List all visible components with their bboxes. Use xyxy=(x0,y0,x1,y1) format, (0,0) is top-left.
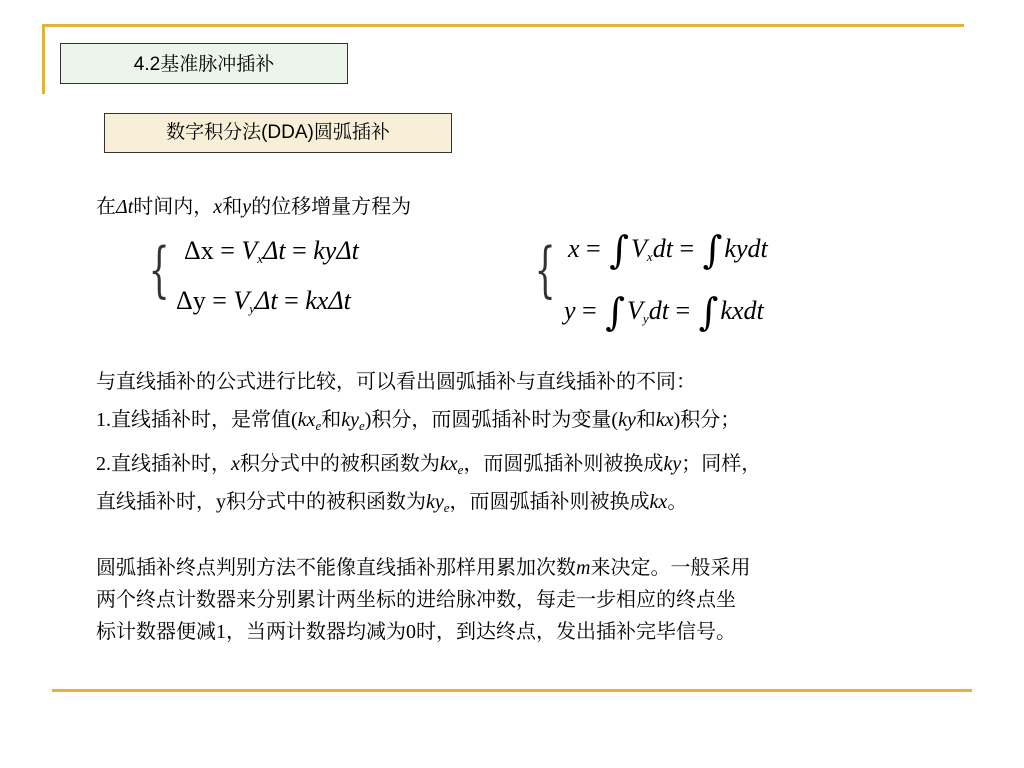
slide-title-text: 4.2基准脉冲插补 xyxy=(133,54,275,75)
intro-text-2: 时间内， xyxy=(133,196,214,218)
conclusion-line-1: 圆弧插补终点判别方法不能像直线插补那样用累加次数m来决定。一般采用 xyxy=(96,557,751,579)
integral-icon: ∫ xyxy=(605,290,626,334)
equation-right-2: $y = \int V_ydt$ = ∫kxdt xyxy=(564,290,764,334)
conclusion-block xyxy=(96,552,946,648)
left-brace: { xyxy=(148,235,170,305)
slide-title xyxy=(60,43,348,84)
equation-left-2: $\Delta y = V_y\Delta t = kx\Delta t$ xyxy=(176,286,351,316)
left-rule xyxy=(42,24,45,94)
equation-left-1: $\Delta x = V_x\Delta t = ky\Delta t$ xyxy=(184,236,359,266)
delta-t-symbol: Δt xyxy=(116,196,134,218)
comparison-item-2: 2.直线插补时，x积分式中的被积函数为$kx_e$，而圆弧插补则被换成ky；同样， xyxy=(96,453,762,477)
intro-text-3: 和 xyxy=(222,196,243,218)
integral-icon: ∫ xyxy=(698,290,719,334)
conclusion-line-3: 标计数器便减1，当两计数器均减为0时，到达终点，发出插补完毕信号。 xyxy=(96,621,736,643)
bottom-rule xyxy=(52,689,972,692)
integral-icon: ∫ xyxy=(609,228,630,272)
integral-icon: ∫ xyxy=(702,228,723,272)
intro-line xyxy=(96,190,411,219)
intro-text-1: 在 xyxy=(96,196,116,218)
y-symbol: y xyxy=(242,196,252,218)
conclusion-line-2: 两个终点计数器来分别累计两坐标的进给脉冲数，每走一步相应的终点坐 xyxy=(96,589,736,611)
comparison-intro: 与直线插补的公式进行比较，可以看出圆弧插补与直线插补的不同： xyxy=(96,371,696,393)
comparison-block xyxy=(96,366,946,524)
intro-text-4: 的位移增量方程为 xyxy=(251,196,412,218)
section-title-text: 数字积分法(DDA)圆弧插补 xyxy=(166,122,390,143)
comparison-item-2-continued: 直线插补时，y积分式中的被积函数为$ky_e$，而圆弧插补则被换成kx。 xyxy=(96,491,688,515)
x-symbol: x xyxy=(213,196,223,218)
comparison-item-1: 1.直线插补时，是常值($kx_e$和$ky_e$)积分，而圆弧插补时为变量(ky和kx)积分； xyxy=(96,409,741,433)
right-brace: { xyxy=(534,235,556,305)
equation-right-1: $x = \int V_xdt$ = ∫kydt xyxy=(568,228,768,272)
top-rule xyxy=(42,24,964,27)
section-title xyxy=(104,113,452,153)
